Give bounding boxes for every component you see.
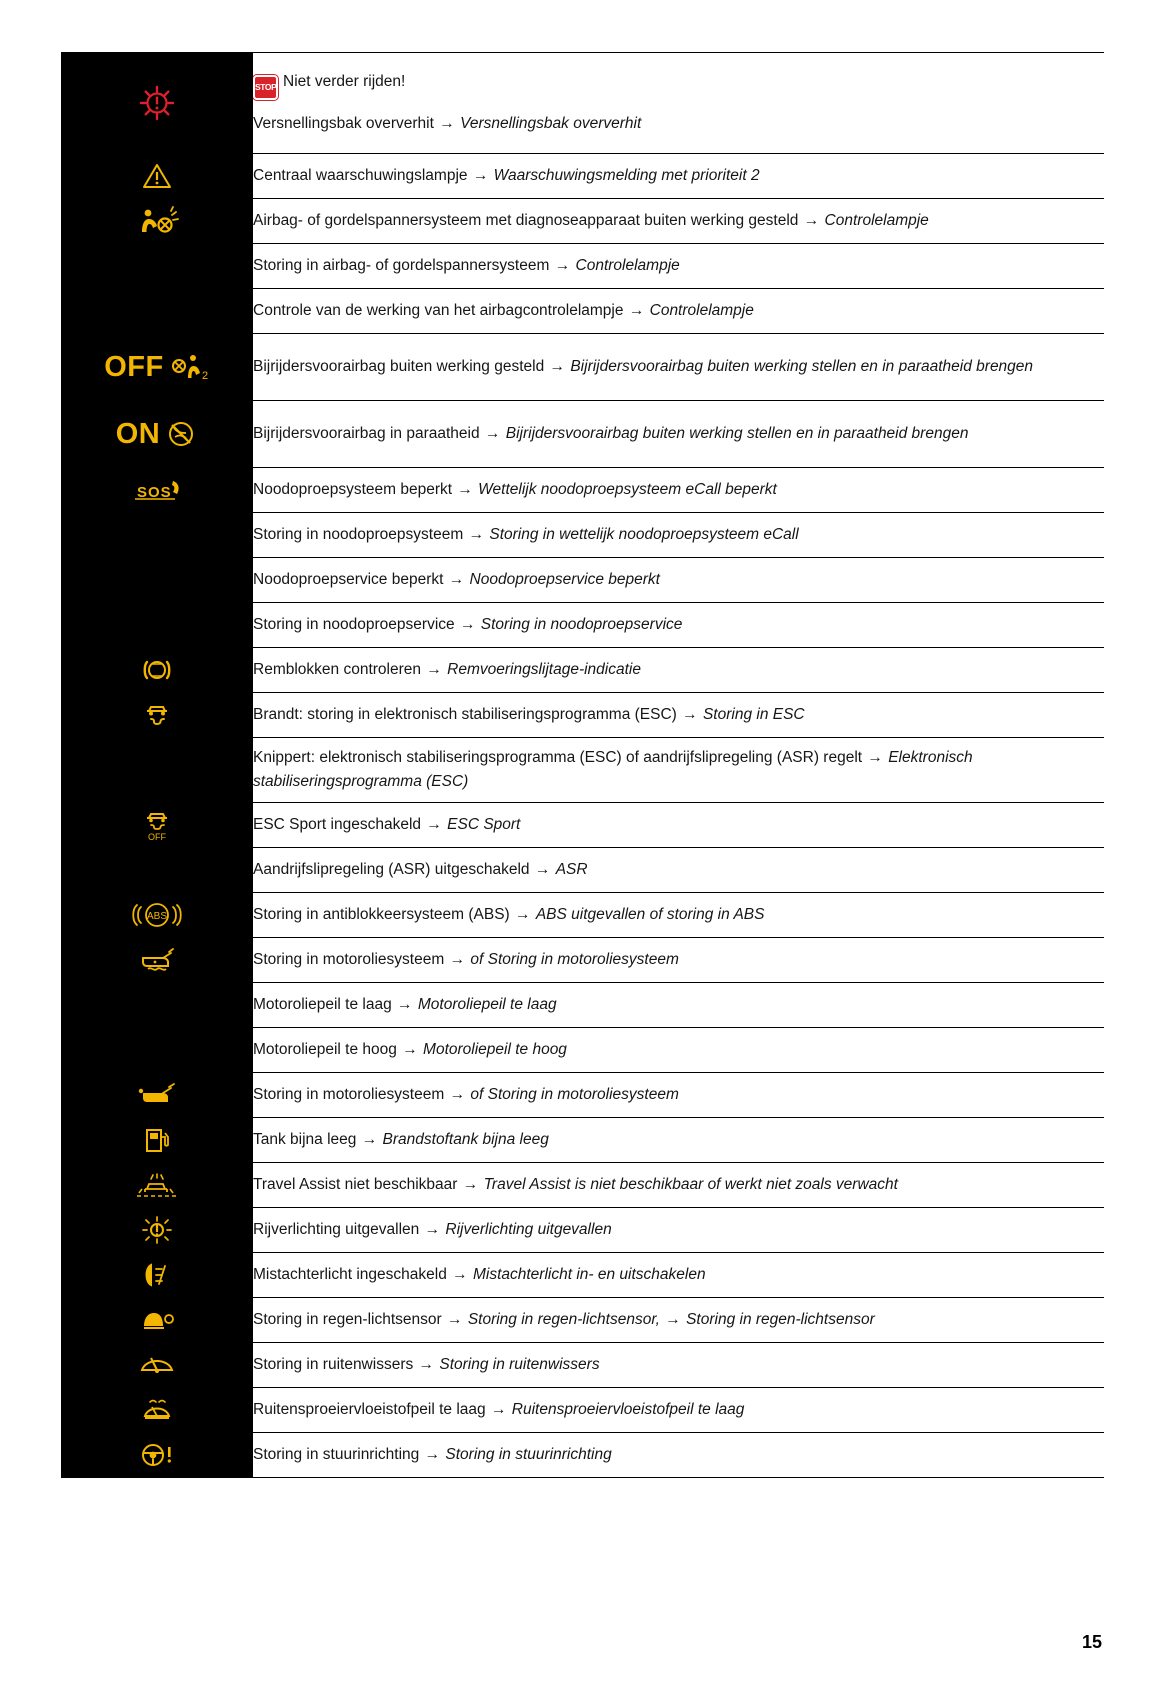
row-reference: Rijverlichting uitgevallen bbox=[445, 1220, 612, 1238]
text-cell-esc-blinking bbox=[253, 738, 1104, 803]
row-reference: Storing in ruitenwissers bbox=[439, 1355, 600, 1373]
icon-cell-travel-assist bbox=[61, 1163, 253, 1208]
arrow-glyph: → bbox=[468, 525, 485, 543]
table-row bbox=[61, 1388, 1104, 1433]
airbag-seatbelt-icon bbox=[135, 206, 179, 236]
table-row bbox=[61, 603, 1104, 648]
arrow-glyph: → bbox=[549, 357, 566, 375]
text-cell-brake-pads bbox=[253, 648, 1104, 693]
icon-cell-rain-sensor bbox=[61, 1298, 253, 1343]
arrow-glyph: → bbox=[426, 815, 442, 833]
svg-text:OFF: OFF bbox=[148, 832, 166, 842]
svg-text:ABS: ABS bbox=[146, 911, 168, 922]
row-reference: Remvoeringslijtage-indicatie bbox=[447, 660, 641, 678]
icon-cell-abs bbox=[61, 893, 253, 938]
text-cell-airbag-fault bbox=[253, 244, 1104, 289]
row-text: Storing in antiblokkeersysteem (ABS) bbox=[253, 905, 510, 923]
row-reference: ESC Sport bbox=[447, 815, 521, 833]
icon-cell-empty bbox=[61, 848, 253, 893]
text-cell-gearbox-overheat bbox=[253, 53, 1104, 154]
arrow-glyph: → bbox=[448, 570, 465, 588]
row-text-secondary: Versnellingsbak oververhit bbox=[253, 114, 434, 132]
row-reference: Mistachterlicht in- en uitschakelen bbox=[472, 1265, 706, 1283]
row-text: Storing in airbag- of gordelspannersysteem bbox=[253, 256, 550, 274]
arrow-glyph: → bbox=[426, 660, 442, 678]
red-gearbox-overheat-icon bbox=[137, 83, 177, 123]
icon-cell-light-fault bbox=[61, 1208, 253, 1253]
row-text: Storing in stuurinrichting bbox=[253, 1445, 420, 1463]
icon-cell-sos bbox=[61, 468, 253, 513]
table-row bbox=[61, 848, 1104, 893]
icon-cell-empty bbox=[61, 513, 253, 558]
arrow-glyph: → bbox=[484, 424, 501, 442]
arrow-glyph: → bbox=[628, 301, 645, 319]
table-row bbox=[61, 558, 1104, 603]
table-row bbox=[61, 513, 1104, 558]
row-text: Storing in motoroliesysteem bbox=[253, 1085, 445, 1103]
row-text: Knippert: elektronisch stabiliseringsprogramma (ESC) of aandrijfslipregeling (ASR) regelt bbox=[253, 748, 863, 766]
arrow-glyph: → bbox=[452, 1265, 468, 1283]
table-row bbox=[61, 199, 1104, 244]
rear-fog-light-icon bbox=[137, 1261, 177, 1289]
row-reference: of Storing in motoroliesysteem bbox=[470, 950, 679, 968]
table-row bbox=[61, 1208, 1104, 1253]
table-row bbox=[61, 154, 1104, 199]
row-reference: Storing in ESC bbox=[702, 705, 805, 723]
arrow-glyph-second: → bbox=[665, 1310, 681, 1328]
row-text: Niet verder rijden! bbox=[283, 72, 406, 90]
text-cell-light-fault bbox=[253, 1208, 1104, 1253]
arrow-glyph: → bbox=[361, 1130, 378, 1148]
text-cell-rain-sensor bbox=[253, 1298, 1104, 1343]
row-text: Ruitensproeiervloeistofpeil te laag bbox=[253, 1400, 486, 1418]
table-row bbox=[61, 938, 1104, 983]
passenger-airbag-off-icon bbox=[61, 351, 253, 384]
esc-off-icon bbox=[139, 808, 175, 842]
row-reference: Waarschuwingsmelding met prioriteit 2 bbox=[493, 166, 760, 184]
row-text: Airbag- of gordelspannersysteem met diagnoseapparaat buiten werking gesteld bbox=[253, 211, 799, 229]
table-row bbox=[61, 1343, 1104, 1388]
row-reference: Elektronisch stabiliseringsprogramma (ESC) bbox=[253, 748, 973, 790]
table-row bbox=[61, 1028, 1104, 1073]
row-reference-second: Storing in regen-lichtsensor bbox=[686, 1310, 875, 1328]
row-text: Storing in regen-lichtsensor bbox=[253, 1310, 442, 1328]
stop-icon: STOP bbox=[253, 75, 278, 100]
row-reference: Storing in wettelijk noodoproepsysteem eCall bbox=[489, 525, 799, 543]
row-reference: Motoroliepeil te hoog bbox=[423, 1040, 567, 1058]
text-cell-travel-assist bbox=[253, 1163, 1104, 1208]
row-text: Storing in motoroliesysteem bbox=[253, 950, 445, 968]
text-cell-sos-fault bbox=[253, 513, 1104, 558]
table-row bbox=[61, 803, 1104, 848]
text-cell-airbag-check bbox=[253, 289, 1104, 334]
icon-cell-rear-fog bbox=[61, 1253, 253, 1298]
row-reference: Bijrijdersvoorairbag buiten werking stellen en in paraatheid brengen bbox=[505, 424, 969, 442]
icon-cell-esc bbox=[61, 693, 253, 738]
row-text: Controle van de werking van het airbagcontrolelampje bbox=[253, 301, 624, 319]
row-reference: Wettelijk noodoproepsysteem eCall beperkt bbox=[478, 480, 777, 498]
row-text: Mistachterlicht ingeschakeld bbox=[253, 1265, 447, 1283]
arrow-glyph: → bbox=[402, 1040, 418, 1058]
icon-cell-empty bbox=[61, 244, 253, 289]
icon-cell-wiper bbox=[61, 1343, 253, 1388]
icon-cell-passenger-airbag-off bbox=[61, 334, 253, 401]
row-reference: ABS uitgevallen of storing in ABS bbox=[535, 905, 765, 923]
icon-cell-central-warning bbox=[61, 154, 253, 199]
row-reference: Storing in noodoproepservice bbox=[480, 615, 683, 633]
steering-fault-icon bbox=[137, 1441, 177, 1469]
row-text: Brandt: storing in elektronisch stabiliseringsprogramma (ESC) bbox=[253, 705, 677, 723]
svg-text:SOS: SOS bbox=[137, 484, 172, 501]
icon-cell-empty bbox=[61, 603, 253, 648]
row-reference: Controlelampje bbox=[649, 301, 754, 319]
table-row bbox=[61, 893, 1104, 938]
text-cell-wiper bbox=[253, 1343, 1104, 1388]
row-text: Noodoproepservice beperkt bbox=[253, 570, 444, 588]
text-cell-esc-fault bbox=[253, 693, 1104, 738]
travel-assist-icon bbox=[133, 1171, 181, 1199]
exterior-light-fault-icon bbox=[139, 1215, 175, 1245]
text-cell-airbag-diagnostics bbox=[253, 199, 1104, 244]
row-text: Motoroliepeil te laag bbox=[253, 995, 392, 1013]
engine-oil-pressure-icon bbox=[135, 1082, 179, 1108]
arrow-glyph: → bbox=[682, 705, 698, 723]
icon-cell-fuel bbox=[61, 1118, 253, 1163]
icon-cell-steering bbox=[61, 1433, 253, 1478]
row-reference: Storing in regen-lichtsensor, bbox=[467, 1310, 660, 1328]
table-row bbox=[61, 468, 1104, 513]
central-warning-triangle-icon bbox=[142, 162, 172, 190]
text-cell-sos-limited bbox=[253, 468, 1104, 513]
row-text: Storing in noodoproepservice bbox=[253, 615, 455, 633]
table-row bbox=[61, 1163, 1104, 1208]
washer-fluid-icon bbox=[139, 1396, 175, 1424]
text-cell-sos-service-fault bbox=[253, 603, 1104, 648]
arrow-glyph: → bbox=[554, 256, 571, 274]
icon-cell-passenger-airbag-on bbox=[61, 401, 253, 468]
arrow-glyph: → bbox=[439, 114, 455, 132]
table-row bbox=[61, 53, 1104, 154]
on-label: ON bbox=[115, 417, 161, 450]
row-reference: Travel Assist is niet beschikbaar of werkt niet zoals verwacht bbox=[483, 1175, 898, 1193]
arrow-glyph: → bbox=[462, 1175, 479, 1193]
icon-cell-empty bbox=[61, 1028, 253, 1073]
table-row bbox=[61, 738, 1104, 803]
row-reference: Ruitensproeiervloeistofpeil te laag bbox=[511, 1400, 745, 1418]
row-text: Remblokken controleren bbox=[253, 660, 422, 678]
row-text: Bijrijdersvoorairbag in paraatheid bbox=[253, 424, 480, 442]
text-cell-oil-level-high bbox=[253, 1028, 1104, 1073]
text-cell-sos-service-limited bbox=[253, 558, 1104, 603]
arrow-glyph: → bbox=[418, 1355, 435, 1373]
arrow-glyph: → bbox=[459, 615, 476, 633]
row-reference: ASR bbox=[555, 860, 588, 878]
text-cell-asr-off bbox=[253, 848, 1104, 893]
esc-icon bbox=[139, 699, 175, 731]
wiper-fault-icon bbox=[138, 1352, 176, 1378]
icon-cell-oil-pressure bbox=[61, 1073, 253, 1118]
page-number: 15 bbox=[1081, 1632, 1102, 1652]
table-row bbox=[61, 289, 1104, 334]
icon-cell-empty bbox=[61, 983, 253, 1028]
text-cell-oil-system-fault bbox=[253, 938, 1104, 983]
table-row bbox=[61, 401, 1104, 468]
table-row bbox=[61, 1253, 1104, 1298]
row-text: Storing in noodoproepsysteem bbox=[253, 525, 464, 543]
arrow-glyph: → bbox=[397, 995, 413, 1013]
row-reference: Motoroliepeil te laag bbox=[417, 995, 557, 1013]
arrow-glyph: → bbox=[424, 1220, 441, 1238]
row-reference: Bijrijdersvoorairbag buiten werking stellen en in paraatheid brengen bbox=[570, 357, 1034, 375]
icon-cell-washer-fluid bbox=[61, 1388, 253, 1433]
arrow-glyph: → bbox=[534, 860, 551, 878]
icon-cell-airbag-diagnostics bbox=[61, 199, 253, 244]
row-reference: Controlelampje bbox=[824, 211, 929, 229]
row-reference: Brandstoftank bijna leeg bbox=[382, 1130, 549, 1148]
rain-light-sensor-icon bbox=[138, 1306, 176, 1334]
airbag-crossed-glyph bbox=[166, 419, 198, 449]
row-text: Centraal waarschuwingslampje bbox=[253, 166, 468, 184]
table-row bbox=[61, 1298, 1104, 1343]
text-cell-steering bbox=[253, 1433, 1104, 1478]
row-reference: Controlelampje bbox=[575, 256, 680, 274]
row-text: Motoroliepeil te hoog bbox=[253, 1040, 397, 1058]
row-reference: Storing in stuurinrichting bbox=[445, 1445, 612, 1463]
arrow-glyph: → bbox=[867, 748, 883, 766]
text-cell-fuel-low bbox=[253, 1118, 1104, 1163]
icon-cell-brake-pads bbox=[61, 648, 253, 693]
document-page bbox=[0, 52, 1165, 1705]
sos-emergency-call-icon bbox=[129, 473, 185, 507]
table-row bbox=[61, 1433, 1104, 1478]
icon-cell-oil-level bbox=[61, 938, 253, 983]
brake-pad-wear-icon bbox=[138, 655, 176, 685]
row-reference: of Storing in motoroliesysteem bbox=[470, 1085, 679, 1103]
table-row bbox=[61, 648, 1104, 693]
text-cell-esc-sport bbox=[253, 803, 1104, 848]
table-row bbox=[61, 983, 1104, 1028]
icon-cell-empty bbox=[61, 558, 253, 603]
text-cell-abs bbox=[253, 893, 1104, 938]
arrow-glyph: → bbox=[472, 166, 489, 184]
arrow-glyph: → bbox=[490, 1400, 507, 1418]
row-text: Aandrijfslipregeling (ASR) uitgeschakeld bbox=[253, 860, 530, 878]
arrow-glyph: → bbox=[449, 950, 466, 968]
row-text: Rijverlichting uitgevallen bbox=[253, 1220, 420, 1238]
row-reference: Noodoproepservice beperkt bbox=[469, 570, 660, 588]
arrow-glyph: → bbox=[424, 1445, 441, 1463]
table-row bbox=[61, 693, 1104, 738]
text-cell-rear-fog bbox=[253, 1253, 1104, 1298]
icon-cell-gearbox-overheat bbox=[61, 53, 253, 154]
row-text: ESC Sport ingeschakeld bbox=[253, 815, 422, 833]
row-text: Storing in ruitenwissers bbox=[253, 1355, 414, 1373]
arrow-glyph: → bbox=[449, 1085, 466, 1103]
row-text: Travel Assist niet beschikbaar bbox=[253, 1175, 458, 1193]
airbag-passenger-glyph bbox=[170, 352, 210, 382]
arrow-glyph: → bbox=[447, 1310, 463, 1328]
table-row bbox=[61, 334, 1104, 401]
engine-oil-level-icon bbox=[135, 946, 179, 974]
text-cell-oil-pressure-fault bbox=[253, 1073, 1104, 1118]
text-cell-washer-fluid bbox=[253, 1388, 1104, 1433]
off-label: OFF bbox=[104, 350, 164, 383]
text-cell-passenger-airbag-on bbox=[253, 401, 1104, 468]
row-reference: Versnellingsbak oververhit bbox=[460, 114, 642, 132]
icon-cell-esc-off bbox=[61, 803, 253, 848]
arrow-glyph: → bbox=[803, 211, 820, 229]
row-text: Bijrijdersvoorairbag buiten werking gesteld bbox=[253, 357, 545, 375]
fuel-low-icon bbox=[142, 1125, 172, 1155]
arrow-glyph: → bbox=[515, 905, 531, 923]
text-cell-oil-level-low bbox=[253, 983, 1104, 1028]
row-text: Noodoproepsysteem beperkt bbox=[253, 480, 453, 498]
text-cell-central-warning bbox=[253, 154, 1104, 199]
text-cell-passenger-airbag-off bbox=[253, 334, 1104, 401]
icon-cell-empty bbox=[61, 738, 253, 803]
arrow-glyph: → bbox=[457, 480, 473, 498]
row-text: Tank bijna leeg bbox=[253, 1130, 357, 1148]
table-row bbox=[61, 1073, 1104, 1118]
table-row bbox=[61, 244, 1104, 289]
abs-icon bbox=[129, 900, 185, 930]
passenger-airbag-on-icon bbox=[61, 418, 253, 451]
icon-cell-empty bbox=[61, 289, 253, 334]
svg-text:2: 2 bbox=[201, 370, 208, 382]
warning-lights-table bbox=[61, 52, 1104, 1478]
table-row bbox=[61, 1118, 1104, 1163]
